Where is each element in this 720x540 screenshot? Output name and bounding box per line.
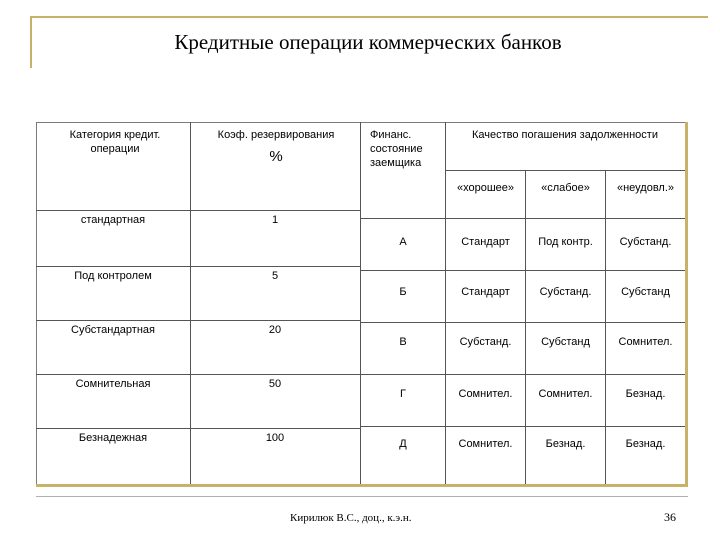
divider [445,122,446,484]
footer-divider [36,496,688,497]
header-quality-good: «хорошее» [456,182,515,194]
quality-cell: Субстанд [541,336,590,348]
quality-cell: Под контр. [538,236,593,248]
header-quality-weak: «слабое» [541,182,590,194]
page-title: Кредитные операции коммерческих банков [174,30,562,54]
quality-cell: Безнад. [545,438,586,450]
coef-cell: 1 [271,214,279,226]
coef-cell: 5 [271,270,279,282]
category-cell: Под контролем [74,270,152,282]
quality-cell: Стандарт [461,286,510,298]
quality-cell: Субстанд. [539,286,592,298]
divider [360,426,685,427]
divider [360,122,361,484]
divider [36,320,360,321]
divider [36,210,360,211]
state-cell: Д [399,438,407,450]
quality-cell: Безнад. [625,438,666,450]
quality-cell: Безнад. [625,388,666,400]
quality-cell: Субстанд [621,286,670,298]
coef-cell: 100 [265,432,285,444]
state-cell: Б [399,286,407,298]
divider [36,374,360,375]
panel-accent-bottom [36,484,688,487]
category-cell: Сомнительная [75,378,151,390]
page-number: 36 [664,510,676,524]
divider [360,270,685,271]
category-cell: Безнадежная [78,432,148,444]
divider [360,322,685,323]
panel-accent-right [685,122,688,487]
header-coef: Коэф. резервирования [217,129,335,141]
header-quality-bad: «неудовл.» [616,182,675,194]
divider [360,374,685,375]
quality-cell: Сомнител. [618,336,673,348]
quality-cell: Субстанд. [619,236,672,248]
state-cell: Г [400,388,406,400]
divider [360,218,685,219]
quality-cell: Стандарт [461,236,510,248]
divider [36,428,360,429]
quality-cell: Сомнител. [458,388,513,400]
category-cell: стандартная [80,214,146,226]
state-cell: В [399,336,407,348]
coef-cell: 20 [268,324,282,336]
header-quality: Качество погашения задолженности [471,129,658,141]
footer-author: Кирилюк В.С., доц., к.э.н. [290,512,412,524]
quality-cell: Сомнител. [538,388,593,400]
divider [445,170,685,171]
divider [190,122,191,484]
state-cell: А [399,236,407,248]
header-category: Категория кредит. операции [69,129,161,155]
coef-cell: 50 [268,378,282,390]
quality-cell: Субстанд. [459,336,512,348]
category-cell: Субстандартная [71,324,155,336]
quality-cell: Сомнител. [458,438,513,450]
header-coef-unit: % [269,148,283,165]
divider [36,266,360,267]
header-finance: Финанс. состояние заемщика [370,129,423,169]
